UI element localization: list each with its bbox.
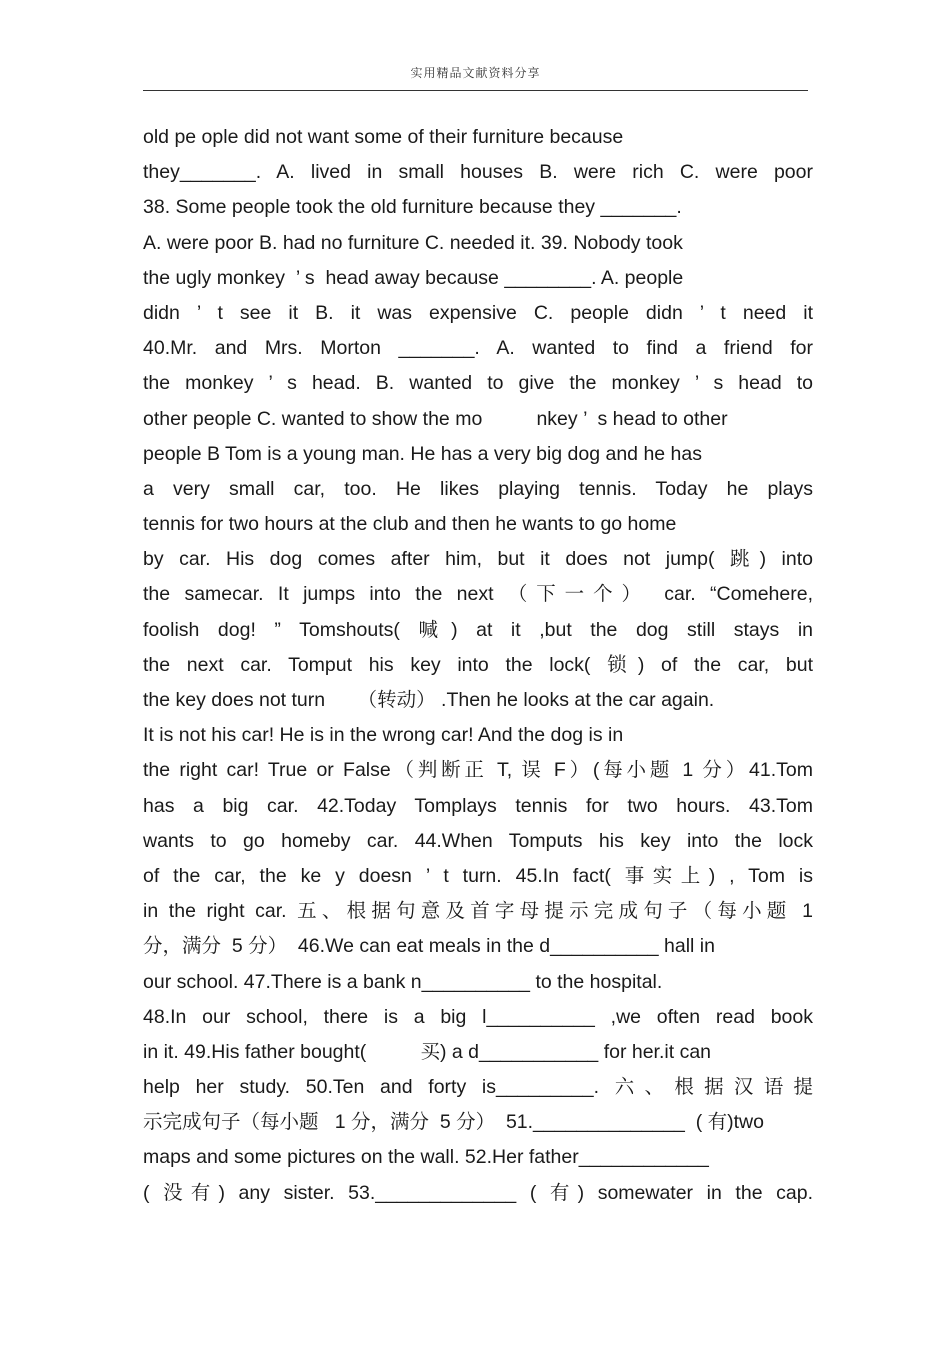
text-line: maps and some pictures on the wall. 52.Her father____________	[143, 1146, 709, 1169]
text-line: the key does not turn （转动） .Then he looks at the car again.	[143, 689, 715, 711]
text-line: other people C. wanted to show the mo nkey ’ s head to other	[143, 407, 728, 430]
text-line: the ugly monkey ’ s head away because ________. A. people	[143, 266, 684, 289]
text-line: the right car! True or False（判断正 T, 误 F）(每小题 1 分）41.Tom	[143, 759, 813, 782]
text-line: wants to go homeby car. 44.When Tomputs his key into the lock	[143, 829, 813, 852]
text-line: tennis for two hours at the club and then he wants to go home	[143, 513, 677, 536]
text-line: 示完成句子（每小题 1 分，满分 5 分） 51.______________ ( 有)two	[143, 1111, 764, 1134]
text-line: in the right car. 五、根据句意及首字母提示完成句子（每小题 1	[143, 900, 813, 923]
text-line: It is not his car! He is in the wrong car! And the dog is in	[143, 724, 624, 747]
text-line: help her study. 50.Ten and forty is_________. 六、根据汉语提	[143, 1076, 813, 1099]
text-line: of the car, the ke y doesn ’ t turn. 45.In fact( 事实上) , Tom is	[143, 864, 813, 887]
text-line: by car. His dog comes after him, but it does not jump( 跳) into	[143, 548, 813, 571]
text-line: our school. 47.There is a bank n__________ to the hospital.	[143, 970, 663, 993]
text-line: the samecar. It jumps into the next （下一个） car. “Comehere,	[143, 583, 813, 606]
text-line: they_______. A. lived in small houses B. were rich C. were poor	[143, 161, 813, 184]
text-line: 48.In our school, there is a big l__________ ,we often read book	[143, 1005, 813, 1028]
text-line: foolish dog! ” Tomshouts( 喊) at it ,but the dog still stays in	[143, 618, 813, 641]
text-line: the monkey ’ s head. B. wanted to give the monkey ’ s head to	[143, 372, 813, 395]
text-line: 38. Some people took the old furniture because they _______.	[143, 196, 682, 219]
page-header: 实用精品文献资料分享	[410, 66, 541, 80]
text-line: people B Tom is a young man. He has a very big dog and he has	[143, 442, 702, 465]
text-line: old pe ople did not want some of their furniture because	[143, 126, 624, 148]
text-line: 分，满分 5 分） 46.We can eat meals in the d__________ hall in	[143, 935, 715, 958]
text-line: A. were poor B. had no furniture C. needed it. 39. Nobody took	[143, 231, 683, 254]
text-line: 40.Mr. and Mrs. Morton _______. A. wanted to find a friend for	[143, 337, 813, 360]
text-line: didn ’ t see it B. it was expensive C. people didn ’ t need it	[143, 301, 813, 324]
text-line: a very small car, too. He likes playing tennis. Today he plays	[143, 477, 813, 500]
text-line: has a big car. 42.Today Tomplays tennis for two hours. 43.Tom	[143, 794, 813, 817]
text-line: the next car. Tomput his key into the lock( 锁) of the car, but	[143, 653, 813, 676]
text-line: in it. 49.His father bought( 买) a d___________ for her.it can	[143, 1040, 712, 1063]
header-divider	[143, 90, 808, 91]
document-body	[143, 120, 813, 1211]
text-line: ( 没有) any sister. 53._____________ ( 有) somewater in the cap.	[143, 1181, 813, 1204]
